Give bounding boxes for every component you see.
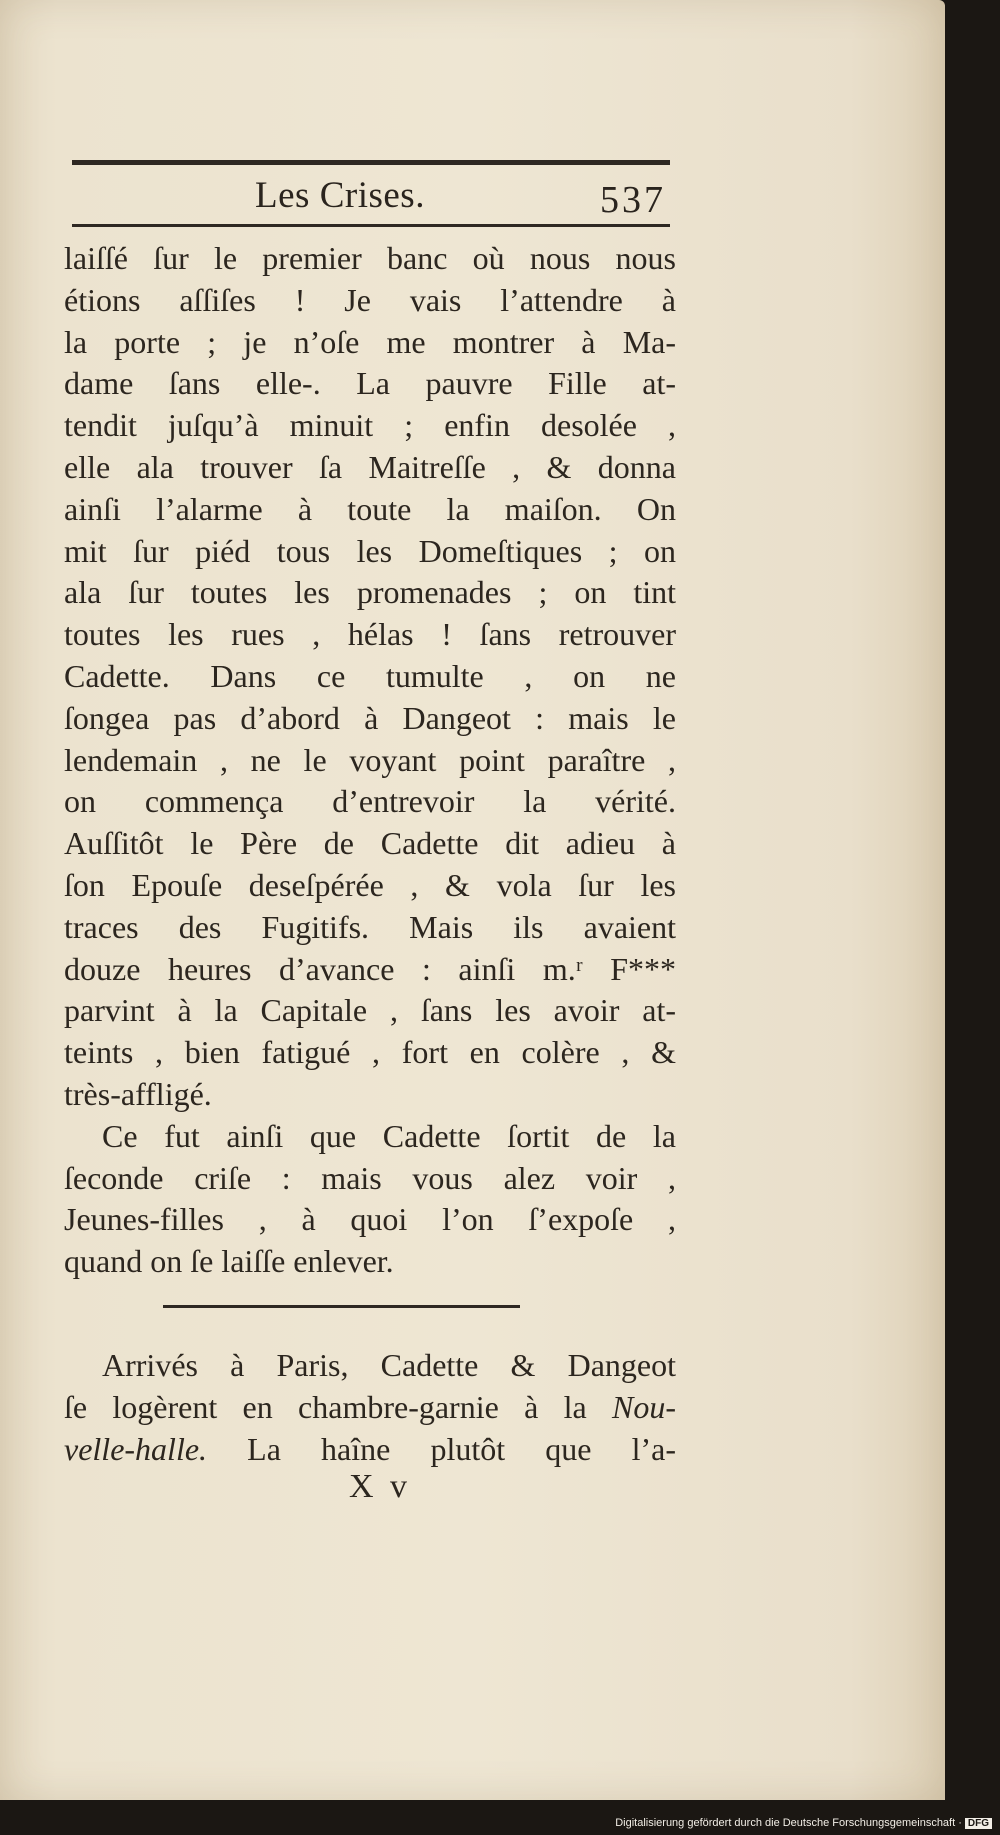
text-line: très-affligé. — [64, 1075, 212, 1112]
text-line: quand on ſe laiſſe enlever. — [64, 1243, 394, 1280]
text-line: parvint à la Capitale , ſans les avoir at- — [64, 992, 676, 1029]
paragraph-3 — [64, 1345, 676, 1470]
signature-mark: X v — [348, 1468, 412, 1505]
text-line: tendit juſqu’à minuit ; enfin desolée , — [64, 407, 676, 444]
text-line: teints , bien fatigué , fort en colère , & — [64, 1034, 676, 1071]
text-line: traces des Fugitifs. Mais ils avaient — [64, 908, 676, 945]
paragraph-1 — [64, 238, 676, 1116]
text-span: La haîne plutôt que l’a- — [207, 1430, 676, 1467]
text-line: laiſſé ſur le premier banc où nous nous — [64, 240, 676, 276]
text-line: dame ſans elle-. La pauvre Fille at- — [64, 365, 676, 402]
text-line — [64, 1429, 676, 1471]
text-line: ſon Epouſe deseſpérée , & vola ſur les — [64, 866, 676, 903]
dfg-logo: DFG — [965, 1818, 992, 1829]
text-span: ſe logèrent en chambre-garnie à la — [64, 1388, 612, 1425]
text-line: Arrivés à Paris, Cadette & Dangeot — [102, 1347, 676, 1383]
text-line: Auſſitôt le Père de Cadette dit adieu à — [64, 825, 676, 862]
italic-span: velle-halle. — [64, 1430, 208, 1467]
text-line — [64, 1387, 676, 1429]
body-text — [64, 238, 676, 1283]
text-line: étions aſſiſes ! Je vais l’attendre à — [64, 281, 676, 318]
text-line: Jeunes-filles , à quoi l’on ſ’expoſe , — [64, 1201, 676, 1238]
text-line: ala ſur toutes les promenades ; on tint — [64, 574, 676, 611]
text-line: toutes les rues , hélas ! ſans retrouver — [64, 616, 676, 653]
text-line: mit ſur piéd tous les Domeſtiques ; on — [64, 532, 676, 569]
text-line: douze heures d’avance : ainſi m.ʳ F*** — [64, 950, 676, 987]
text-line: lendemain , ne le voyant point paraître , — [64, 741, 676, 778]
text-line: Ce fut ainſi que Cadette ſortit de la — [102, 1117, 676, 1154]
running-title: Les Crises. — [255, 175, 425, 216]
page-number: 537 — [600, 179, 666, 221]
text-line: ſeconde criſe : mais vous alez voir , — [64, 1159, 676, 1196]
text-line: Cadette. Dans ce tumulte , on ne — [64, 657, 676, 694]
paragraph-2 — [64, 1116, 676, 1283]
text-line: ſongea pas d’abord à Dangeot : mais le — [64, 699, 676, 736]
text-line: la porte ; je n’oſe me montrer à Ma- — [64, 323, 676, 360]
text-line: ainſi l’alarme à toute la maiſon. On — [64, 490, 676, 527]
text-line: elle ala trouver ſa Maitreſſe , & donna — [64, 448, 676, 485]
credit-text: Digitalisierung gefördert durch die Deutsche Forschungsgemeinschaft · — [615, 1817, 962, 1829]
header-top-rule — [72, 160, 670, 165]
section-separator-rule — [163, 1305, 520, 1308]
digitization-credit — [615, 1817, 992, 1829]
italic-span: Nou- — [612, 1388, 676, 1425]
text-line: on commença d’entrevoir la vérité. — [64, 783, 676, 820]
header-bottom-rule — [72, 224, 670, 227]
